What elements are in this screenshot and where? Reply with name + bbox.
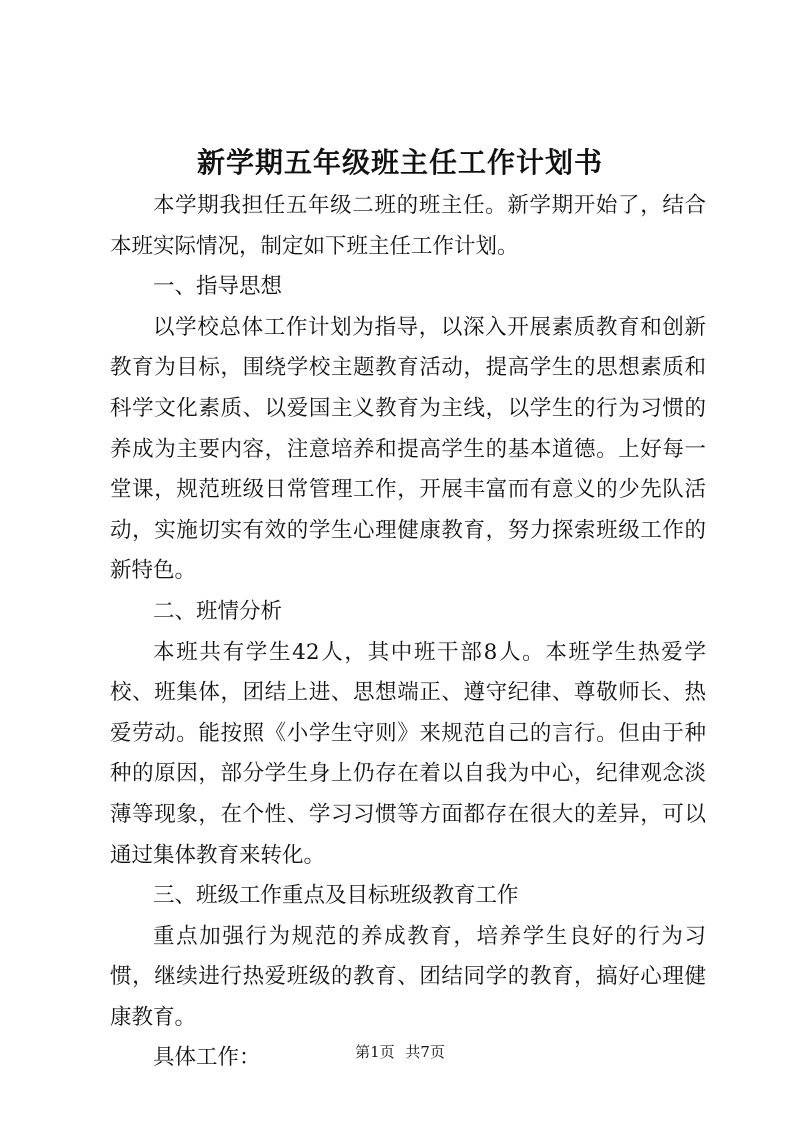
document-title: 新学期五年级班主任工作计划书 bbox=[196, 146, 603, 179]
page-total: 共7页 bbox=[405, 1043, 445, 1061]
page-number: 第1页 bbox=[355, 1043, 395, 1061]
section-heading-class-analysis: 二、班情分析 bbox=[153, 598, 283, 624]
guiding-thought-paragraph: 以学校总体工作计划为指导，以深入开展素质教育和创新教育为目标，围绕学校主题教育活动，提高学生的思想素质和科学文化素质、以爱国主义教育为主线，以学生的行为习惯的养成为主要内容，注意培养和提高学生的基本道德。上好每一堂课，规范班级日常管理工作，开展丰富而有意义的少先队活动，实施切实有效的学生心理健康教育，努力探索班级工作的新特色。 bbox=[110, 314, 706, 584]
specific-work-label: 具体工作： bbox=[153, 1045, 261, 1071]
document-body bbox=[110, 186, 706, 1079]
section-heading-guiding-thought: 一、指导思想 bbox=[153, 274, 283, 300]
intro-paragraph: 本学期我担任五年级二班的班主任。新学期开始了，结合本班实际情况，制定如下班主任工作计划。 bbox=[110, 193, 706, 259]
section-heading-work-focus: 三、班级工作重点及目标班级教育工作 bbox=[153, 883, 519, 909]
class-analysis-paragraph: 本班共有学生42人，其中班干部8人。本班学生热爱学校、班集体，团结上进、思想端正、遵守纪律、尊敬师长、热爱劳动。能按照《小学生守则》来规范自己的言行。但由于种种的原因，部分学生身上仍存在着以自我为中心，纪律观念淡薄等现象，在个性、学习习惯等方面都存在很大的差异，可以通过集体教育来转化。 bbox=[110, 639, 706, 868]
work-focus-paragraph: 重点加强行为规范的养成教育，培养学生良好的行为习惯，继续进行热爱班级的教育、团结同学的教育，搞好心理健康教育。 bbox=[110, 923, 706, 1030]
page-footer bbox=[0, 1042, 800, 1062]
